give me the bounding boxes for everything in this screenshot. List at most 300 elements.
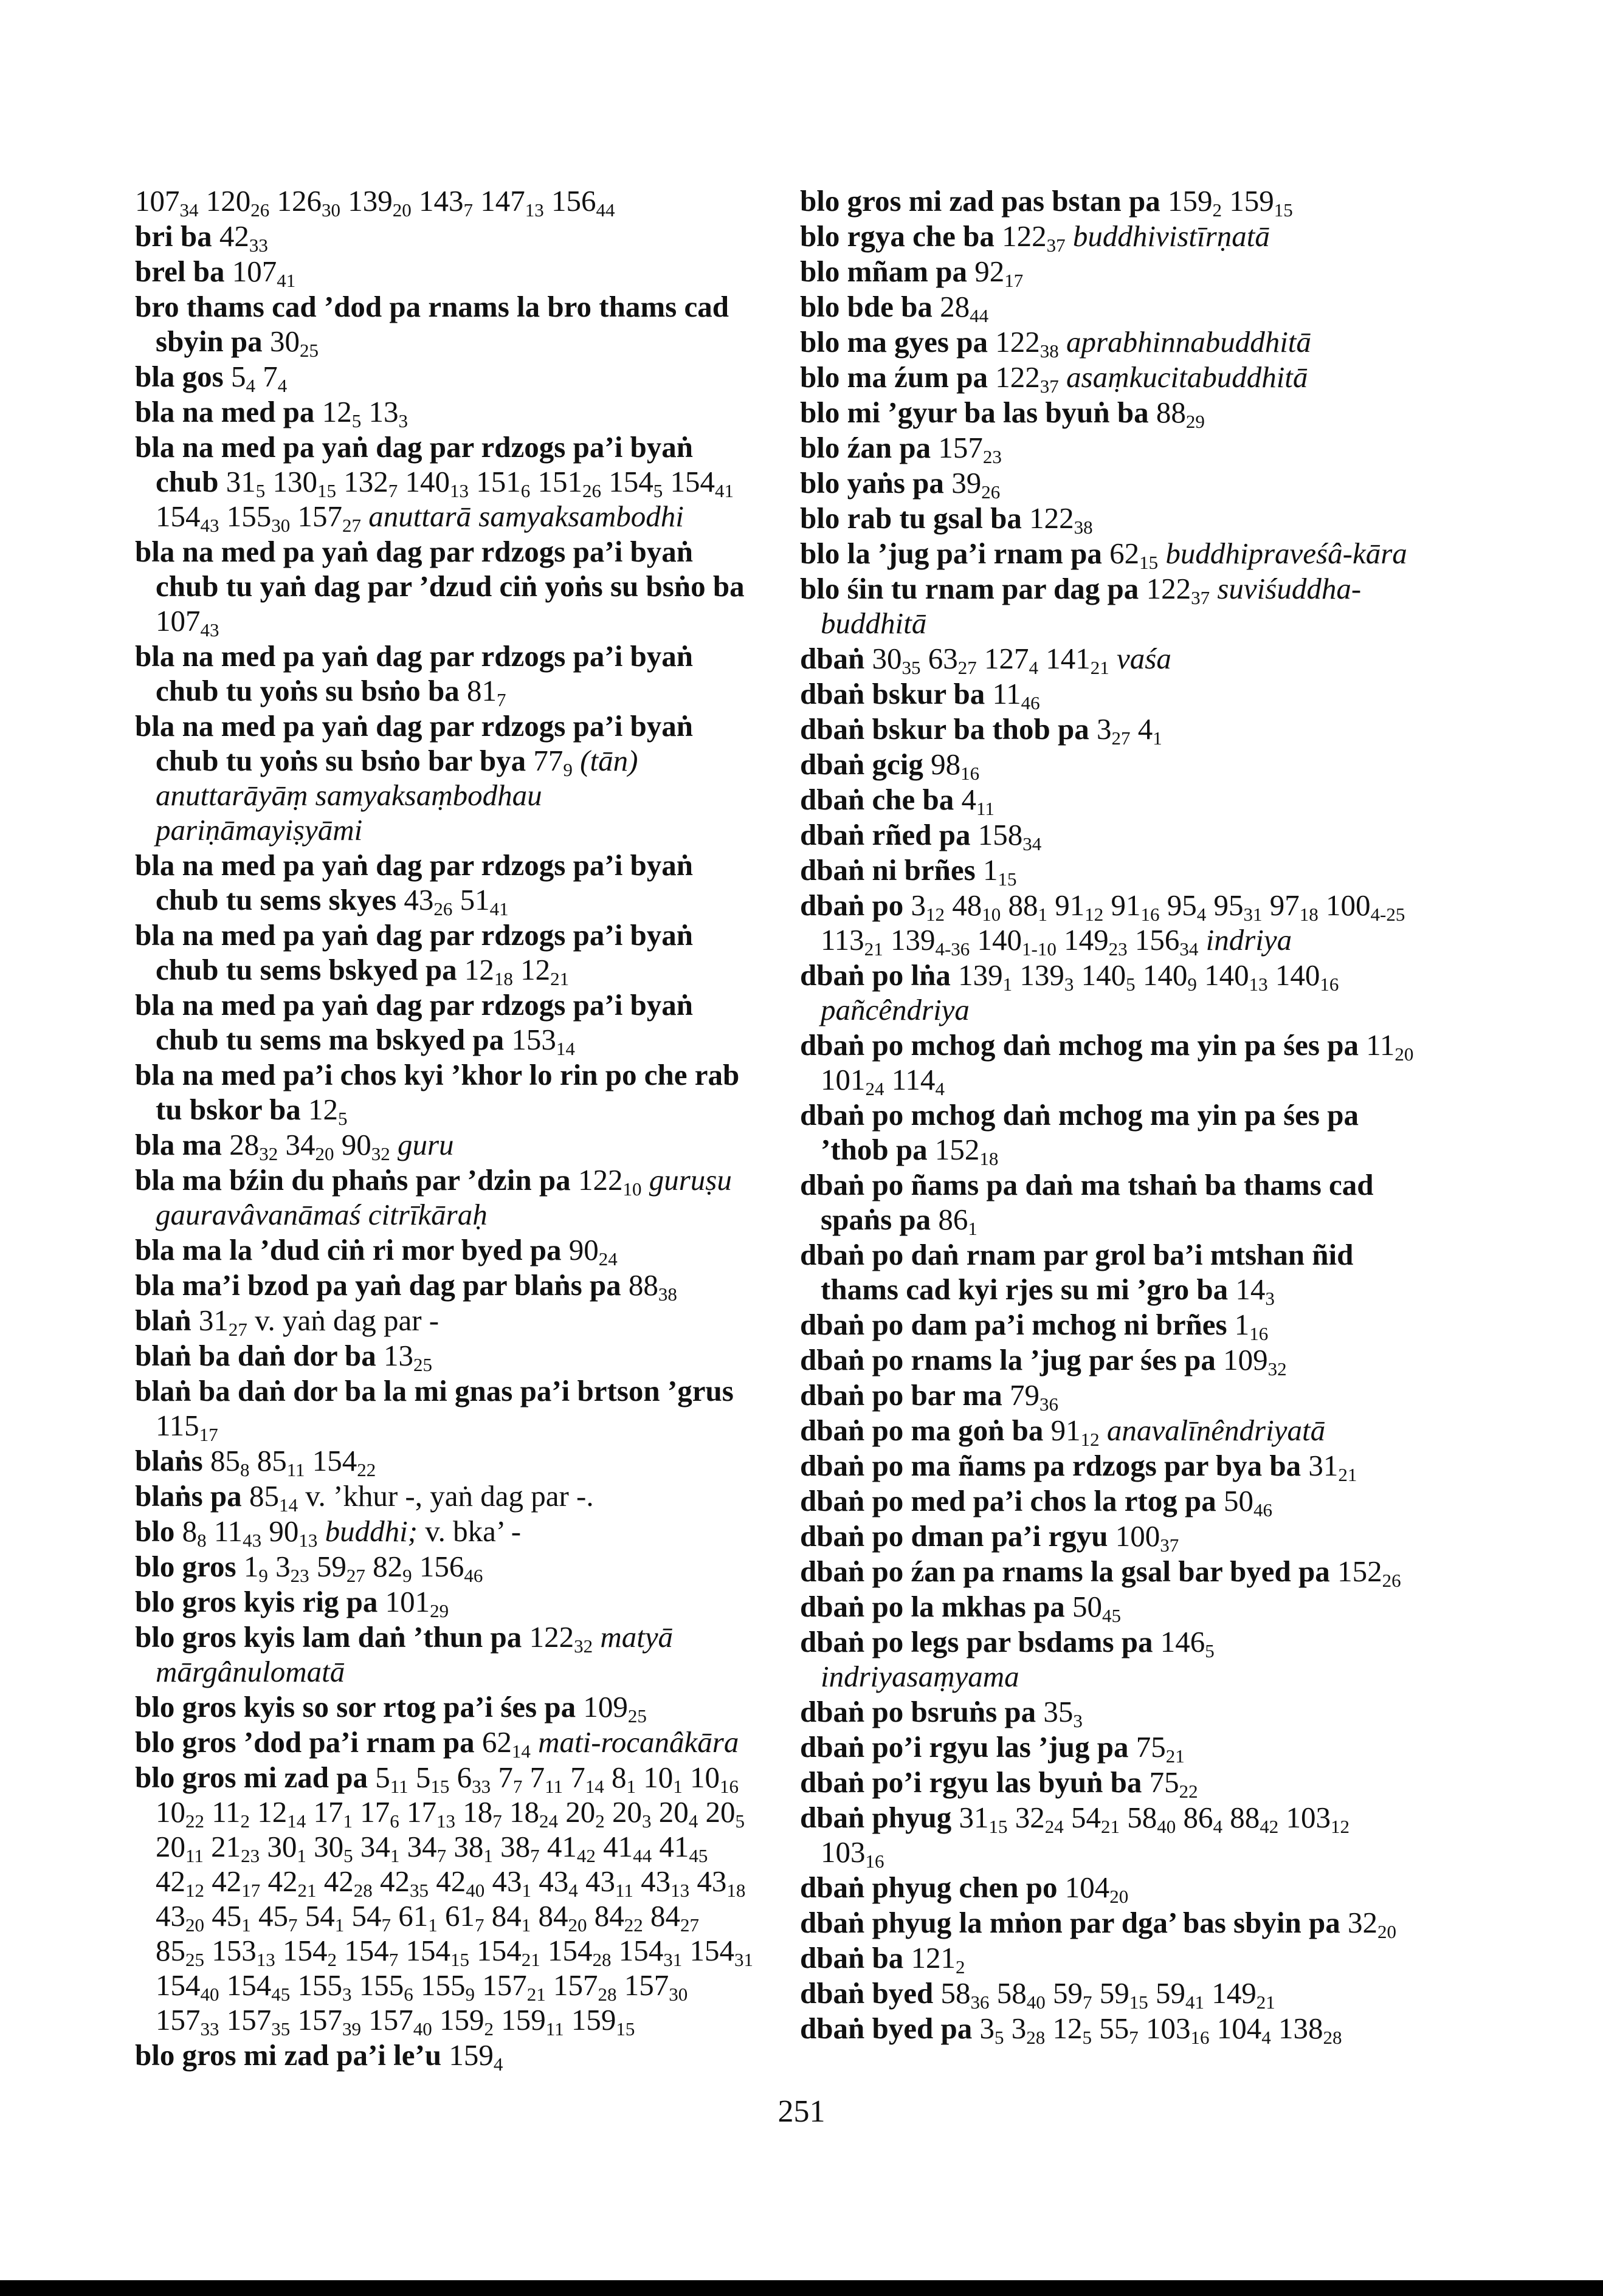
entry-headword: blo rab tu gsal ba (800, 501, 1022, 535)
line-ref: 15 (1274, 199, 1293, 221)
page-line-reference (529, 1620, 593, 1657)
page-line-reference (1099, 1976, 1148, 2013)
line-ref: 22 (624, 1914, 643, 1936)
page-ref: 157 (482, 1968, 527, 2002)
line-ref: 21 (1101, 1816, 1120, 1837)
line-ref: 28 (598, 1984, 617, 2005)
line-ref: 20 (1109, 1886, 1129, 1907)
page-line-reference (1134, 923, 1199, 960)
line-ref: 17 (241, 1880, 261, 1901)
page-line-reference (1015, 1801, 1064, 1837)
page-ref: 101 (385, 1585, 430, 1618)
page-line-reference (1064, 1871, 1129, 1907)
page-ref: 90 (341, 1128, 371, 1161)
line-ref: 4 (568, 1880, 578, 1901)
line-ref: 11 (185, 1845, 204, 1866)
index-entry (800, 184, 1420, 221)
page-line-reference (314, 1830, 353, 1866)
line-ref: 1 (1153, 727, 1162, 749)
page-ref: 91 (1055, 888, 1085, 922)
page-ref: 154 (344, 1934, 389, 1967)
page-ref: 139 (958, 958, 1003, 992)
page-ref: 20 (705, 1795, 736, 1829)
line-ref: 12 (1331, 1816, 1350, 1837)
page-ref: 159 (449, 2038, 494, 2072)
line-ref: 15 (1129, 1992, 1148, 2013)
page-ref: 91 (1050, 1414, 1081, 1447)
page-line-reference (269, 325, 319, 361)
line-ref: 26 (433, 898, 453, 919)
page-ref: 81 (467, 674, 497, 707)
page-line-reference (821, 1063, 884, 1099)
page-ref: 34 (407, 1830, 437, 1863)
page-ref: 30 (872, 642, 902, 675)
sanskrit-equivalent: matyā mārgânulomatā (156, 1620, 674, 1688)
line-ref: 7 (381, 1914, 391, 1936)
line-ref: 27 (228, 1319, 247, 1340)
page-ref: 7 (570, 1761, 585, 1794)
page-ref: 20 (156, 1830, 185, 1863)
page-line-reference (1146, 572, 1210, 608)
page-ref: 13 (384, 1339, 413, 1372)
entry-headword: blo gros kyis lam daṅ ’thun pa (135, 1620, 522, 1654)
page-line-reference (457, 1761, 491, 1797)
page-line-reference (283, 1934, 337, 1970)
line-ref: 7 (497, 689, 506, 710)
entry-headword: dbaṅ po daṅ rnam par grol ba’i mtshan ñid thams cad kyi rjes su mi ’gro ba (800, 1238, 1354, 1306)
page-ref: 159 (501, 2003, 546, 2036)
page-line-reference (460, 883, 509, 919)
page-ref: 43 (492, 1865, 522, 1898)
page-ref: 139 (348, 184, 393, 218)
sanskrit-equivalent: pañcêndriya (821, 993, 970, 1026)
page-ref: 59 (1099, 1976, 1129, 2010)
page-ref: 90 (568, 1233, 599, 1267)
page-ref: 31 (198, 1304, 229, 1337)
page-ref: 84 (650, 1899, 680, 1933)
page-line-reference (316, 1550, 365, 1586)
page-ref: 63 (928, 642, 958, 675)
page-ref: 43 (539, 1865, 569, 1898)
page-line-reference (436, 1865, 485, 1901)
page-ref: 121 (911, 1941, 956, 1975)
entry-headword: blo źan pa (800, 431, 931, 464)
line-ref: 7 (436, 1845, 447, 1866)
page-line-reference (212, 1865, 261, 1901)
page-ref: 159 (1167, 184, 1213, 218)
page-line-reference (1111, 888, 1160, 925)
entry-headword: blaṅs pa (135, 1479, 242, 1513)
page-line-reference (1156, 396, 1205, 432)
page-ref: 122 (1002, 219, 1047, 253)
page-line-reference (951, 466, 1001, 503)
page-line-reference (938, 1203, 977, 1239)
line-ref: 35 (410, 1880, 429, 1901)
page-line-reference (643, 1761, 683, 1797)
line-ref: 44 (970, 305, 989, 326)
page-line-reference (226, 1968, 291, 2005)
page-line-reference (156, 1830, 204, 1866)
line-ref: 5 (653, 480, 663, 501)
sanskrit-equivalent: guru (397, 1128, 454, 1161)
page-ref: 140 (977, 923, 1022, 957)
page-line-reference (156, 2003, 219, 2040)
line-ref: 15 (430, 1776, 450, 1797)
page-line-reference (406, 1795, 455, 1832)
line-ref: 34 (1179, 938, 1199, 960)
page-line-reference (821, 923, 883, 960)
page-line-reference (958, 958, 1013, 995)
line-ref: 4 (935, 1078, 945, 1099)
line-ref: 24 (598, 1248, 618, 1270)
line-ref: 18 (494, 968, 513, 989)
line-ref: 1 (390, 1845, 400, 1866)
page-ref: 12 (257, 1795, 288, 1829)
line-ref: 1 (297, 1845, 306, 1866)
page-line-reference (608, 465, 663, 501)
index-entry (135, 1620, 755, 1689)
page-line-reference (380, 1865, 429, 1901)
line-ref: 22 (1179, 1781, 1198, 1802)
page-ref: 88 (1230, 1801, 1260, 1834)
page-line-reference (312, 1444, 376, 1480)
page-line-reference (618, 1934, 683, 1970)
page-ref: 42 (323, 1865, 354, 1898)
page-ref: 155 (421, 1968, 466, 2002)
page-line-reference (212, 1899, 251, 1936)
page-line-reference (992, 677, 1040, 713)
index-entry (800, 219, 1420, 256)
line-ref: 1-10 (1022, 938, 1057, 960)
page-ref: 59 (1156, 1976, 1186, 2010)
line-ref: 36 (1039, 1394, 1058, 1415)
line-ref: 13 (436, 1810, 455, 1832)
cross-reference: v. bka’ - (425, 1514, 522, 1548)
page-line-reference (1009, 1378, 1058, 1415)
index-entry (800, 1589, 1420, 1624)
entry-headword: blo gros mi zad pa’i le’u (135, 2038, 442, 2072)
page-ref: 12 (1052, 2012, 1083, 2045)
line-ref: 20 (1394, 1043, 1414, 1065)
line-ref: 3 (641, 1810, 652, 1832)
page-ref: 13 (368, 395, 399, 428)
line-ref: 4 (1213, 1816, 1223, 1837)
page-line-reference (464, 953, 513, 989)
index-entry (800, 1098, 1420, 1167)
page-ref: 154 (283, 1934, 328, 1967)
page-line-reference (405, 1934, 470, 1970)
line-ref: 9 (1187, 974, 1197, 995)
entry-headword: dbaṅ po med pa’i chos la rtog pa (800, 1484, 1216, 1517)
page-ref: 84 (594, 1899, 624, 1933)
page-ref: 20 (658, 1795, 689, 1829)
page-ref: 17 (406, 1795, 436, 1829)
index-entry (800, 1028, 1420, 1097)
page-ref: 62 (481, 1725, 512, 1759)
entry-headword: blo ma gyes pa (800, 325, 988, 359)
page-line-reference (269, 1514, 318, 1551)
index-entry (800, 676, 1420, 711)
line-ref: 45 (271, 1984, 291, 2005)
page-line-reference (940, 290, 989, 326)
page-ref: 157 (156, 2003, 201, 2036)
entry-headword: blaṅ ba daṅ dor ba (135, 1339, 376, 1372)
line-ref: 32 (259, 1143, 278, 1164)
page-line-reference (1046, 642, 1109, 678)
page-line-reference (156, 604, 219, 641)
entry-headword: blaṅ ba daṅ dor ba la mi gnas pa’i brtson ’grus (135, 1374, 734, 1408)
page-number: 251 (777, 2094, 826, 2129)
entry-headword: dbaṅ po dman pa’i rgyu (800, 1519, 1108, 1553)
page-ref: 100 (1326, 888, 1371, 922)
page-line-reference (931, 748, 980, 784)
entry-headword: dbaṅ po ñams pa daṅ ma tshaṅ ba thams cad spaṅs pa (800, 1168, 1374, 1236)
line-ref: 7 (492, 1810, 502, 1832)
page-line-reference (308, 1093, 348, 1129)
sanskrit-equivalent: indriyasaṃyama (821, 1660, 1019, 1693)
page-line-reference (1337, 1555, 1401, 1591)
page-ref: 157 (624, 1968, 669, 2002)
line-ref: 9 (402, 1565, 412, 1586)
line-ref: 25 (299, 340, 319, 361)
line-ref: 43 (200, 515, 219, 536)
page-ref: 143 (419, 184, 464, 218)
page-line-reference (890, 923, 970, 960)
entry-headword: blo bde ba (800, 290, 932, 323)
sanskrit-equivalent: buddhipraveśâ-kāra (1165, 537, 1407, 570)
page-line-reference (1167, 184, 1222, 221)
entry-headword: dbaṅ po ma goṅ ba (800, 1414, 1044, 1447)
line-ref: 40 (413, 2018, 432, 2040)
page-ref: 159 (571, 2003, 616, 2036)
page-ref: 115 (156, 1409, 199, 1442)
line-ref: 41 (489, 898, 509, 919)
page-line-reference (421, 1968, 475, 2005)
page-ref: 42 (380, 1865, 410, 1898)
page-ref: 42 (267, 1865, 298, 1898)
line-ref: 21 (1165, 1745, 1185, 1767)
page-line-reference (583, 1690, 647, 1727)
index-entry (135, 184, 755, 221)
line-ref: 20 (315, 1143, 334, 1164)
page-line-reference (928, 642, 977, 678)
page-line-reference (1011, 2012, 1046, 2048)
line-ref: 12 (185, 1880, 204, 1901)
index-entry (135, 1514, 755, 1551)
page-ref: 157 (553, 1968, 598, 2002)
page-ref: 38 (500, 1830, 531, 1863)
index-entry (135, 988, 755, 1057)
page-line-reference (491, 1899, 531, 1936)
page-line-reference (934, 1133, 999, 1169)
page-ref: 54 (1071, 1801, 1101, 1834)
entry-headword: bro thams cad ’dod pa rnams la bro thams cad sbyin pa (135, 290, 729, 358)
index-entry (800, 1237, 1420, 1307)
page-line-reference (275, 1550, 309, 1586)
page-ref: 91 (1111, 888, 1141, 922)
page-ref: 157 (938, 431, 983, 464)
entry-headword: bla ma bźin du phaṅs par ’dzin pa (135, 1163, 571, 1197)
line-ref: 38 (1074, 517, 1093, 538)
index-entry (800, 712, 1420, 749)
line-ref: 6 (390, 1810, 399, 1832)
page-line-reference (546, 1830, 596, 1866)
line-ref: 13 (525, 199, 544, 221)
line-ref: 31 (663, 1949, 683, 1970)
page-line-reference (156, 1795, 204, 1832)
page-line-reference (351, 1899, 391, 1936)
page-ref: 30 (314, 1830, 344, 1863)
page-line-reference (297, 500, 362, 536)
line-ref: 31 (734, 1949, 753, 1970)
page-line-reference (1213, 888, 1263, 925)
index-entry (800, 817, 1420, 852)
index-entry (800, 782, 1420, 817)
page-line-reference (182, 1514, 207, 1551)
page-line-reference (297, 2003, 362, 2040)
entry-headword: blo (135, 1514, 175, 1548)
page-ref: 85 (156, 1934, 185, 1967)
page-ref: 18 (509, 1795, 539, 1829)
line-ref: 2 (327, 1949, 337, 1970)
line-ref: 6 (520, 480, 531, 501)
page-ref: 98 (931, 748, 961, 781)
page-ref: 8 (611, 1761, 627, 1794)
page-line-reference (603, 1830, 652, 1866)
page-line-reference (360, 1830, 400, 1866)
page-ref: 55 (1099, 2012, 1129, 2045)
line-ref: 29 (430, 1600, 449, 1621)
index-column-left (135, 184, 755, 2073)
page-ref: 43 (585, 1865, 615, 1898)
page-ref: 85 (257, 1444, 287, 1477)
line-ref: 15 (616, 2018, 635, 2040)
line-ref: 1 (343, 1810, 353, 1832)
page-line-reference (267, 1865, 317, 1901)
line-ref: 21 (526, 1984, 546, 2005)
index-entry (135, 1760, 755, 2040)
page-ref: 5 (415, 1761, 431, 1794)
page-line-reference (1064, 923, 1128, 960)
line-ref: 7 (463, 199, 473, 221)
page-line-reference (1216, 2012, 1271, 2048)
page-ref: 84 (491, 1899, 522, 1933)
entry-headword: blo gros kyis rig pa (135, 1585, 378, 1618)
bottom-scan-edge (0, 2280, 1603, 2296)
page-line-reference (570, 1761, 604, 1797)
page-ref: 103 (1286, 1801, 1331, 1834)
entry-headword: blo yaṅs pa (800, 466, 944, 500)
page-ref: 154 (548, 1934, 593, 1967)
line-ref: 11 (545, 1776, 563, 1797)
line-ref: 12 (1084, 904, 1104, 925)
line-ref: 5 (338, 1108, 348, 1129)
entry-headword: dbaṅ bskur ba (800, 677, 985, 710)
line-ref: 15 (988, 1816, 1008, 1837)
entry-headword: blo ma źum pa (800, 360, 988, 394)
line-ref: 12 (926, 904, 945, 925)
line-ref: 37 (1191, 587, 1210, 608)
entry-headword: dbaṅ po mchog daṅ mchog ma yin pa śes pa (800, 1028, 1359, 1062)
line-ref: 6 (404, 1984, 413, 2005)
sanskrit-equivalent: buddhivistīrṇatā (1072, 219, 1270, 253)
line-ref: 21 (1090, 657, 1109, 678)
page-ref: 11 (1366, 1028, 1395, 1062)
page-ref: 6 (457, 1761, 472, 1794)
page-line-reference (156, 500, 219, 536)
index-entry (800, 1342, 1420, 1380)
line-ref: 46 (464, 1565, 483, 1586)
page-ref: 31 (226, 465, 256, 498)
index-entry (800, 501, 1420, 538)
page-line-reference (211, 1830, 260, 1866)
page-line-reference (594, 1899, 643, 1936)
line-ref: 7 (1129, 2027, 1139, 2048)
entry-headword: bla na med pa’i chos kyi ’khor lo rin po che rab tu bskor ba (135, 1058, 740, 1126)
line-ref: 41 (277, 270, 296, 291)
page-ref: 18 (463, 1795, 493, 1829)
line-ref: 41 (1185, 1992, 1205, 2013)
index-entry (800, 1940, 1420, 1978)
entry-headword: dbaṅ ni brñes (800, 853, 976, 887)
line-ref: 15 (317, 480, 337, 501)
page-line-reference (476, 465, 531, 501)
page-ref: 84 (538, 1899, 568, 1933)
page-ref: 21 (211, 1830, 241, 1863)
entry-headword: blo gros (135, 1550, 236, 1583)
page-line-reference (911, 1941, 965, 1978)
page-ref: 151 (537, 465, 583, 498)
page-ref: 3 (1097, 712, 1112, 746)
page-line-reference (230, 360, 255, 396)
index-entry (135, 289, 755, 359)
page-ref: 88 (1008, 888, 1038, 922)
page-ref: 79 (1009, 1378, 1039, 1412)
index-entry (800, 536, 1420, 571)
line-ref: 4 (688, 1810, 698, 1832)
index-entry (800, 1800, 1420, 1872)
line-ref: 18 (726, 1880, 746, 1901)
line-ref: 21 (864, 938, 883, 960)
page-line-reference (533, 744, 573, 780)
page-ref: 30 (267, 1830, 297, 1863)
entry-headword: dbaṅ che ba (800, 783, 954, 816)
page-line-reference (539, 1865, 578, 1901)
page-line-reference (650, 1899, 699, 1936)
line-ref: 4-36 (935, 938, 970, 960)
page-ref: 42 (219, 219, 249, 253)
line-ref: 40 (1026, 1992, 1046, 2013)
line-ref: 26 (981, 481, 1001, 503)
entry-headword: bla ma la ’dud ciṅ ri mor byed pa (135, 1233, 562, 1267)
page-ref: 62 (1109, 537, 1140, 570)
line-ref: 40 (1157, 1816, 1176, 1837)
index-entry (135, 1303, 755, 1338)
page-line-reference (384, 1339, 432, 1375)
entry-headword: dbaṅ po legs par bsdams pa (800, 1625, 1153, 1658)
page-ref: 157 (297, 500, 342, 533)
index-entry (135, 1443, 755, 1478)
line-ref: 1 (521, 1914, 531, 1936)
line-ref: 23 (290, 1565, 309, 1586)
page-ref: 156 (1134, 923, 1180, 957)
page-ref: 97 (1269, 888, 1300, 922)
page-line-reference (405, 465, 469, 501)
line-ref: 26 (1382, 1570, 1401, 1591)
page-line-reference (419, 184, 473, 221)
index-entry (800, 1765, 1420, 1802)
entry-headword: blo rgya che ba (800, 219, 995, 253)
